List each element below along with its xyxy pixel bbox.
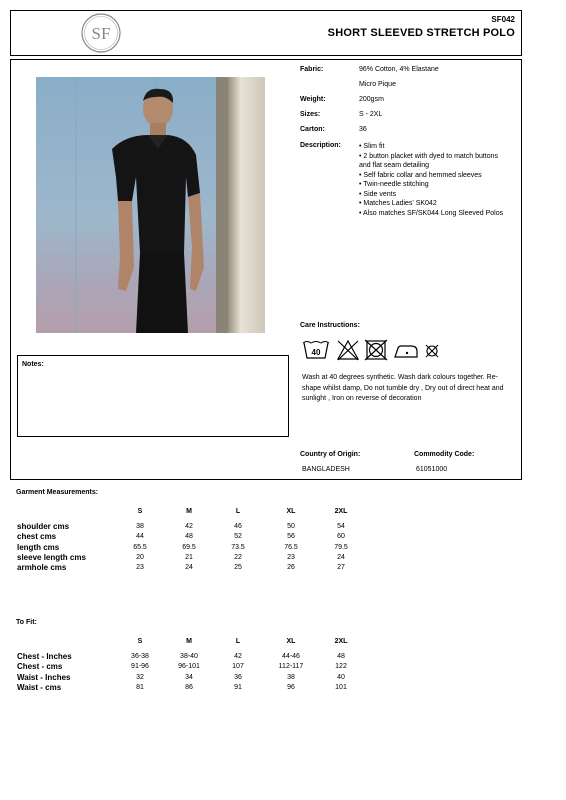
table-cell: 21 [185, 553, 193, 561]
table-cell: 42 [185, 523, 193, 530]
description-list [359, 142, 519, 218]
fabric-value: 96% Cotton, 4% Elastane [359, 66, 439, 73]
table-cell: 23 [287, 553, 295, 561]
row-label: length cms [17, 542, 60, 552]
sizes-label: Sizes: [300, 111, 321, 118]
tofit-title: To Fit: [16, 619, 37, 626]
table-cell: 44-46 [282, 653, 300, 660]
table-cell: 24 [185, 564, 193, 572]
size-header: S [137, 638, 143, 645]
fabric-label: Fabric: [300, 66, 324, 73]
garment-title: Garment Measurements: [16, 489, 99, 496]
table-cell: 38 [287, 673, 295, 681]
origin-value: BANGLADESH [302, 466, 350, 473]
fabric-value-2: Micro Pique [359, 81, 396, 88]
size-header: M [186, 508, 192, 515]
table-cell: 96-101 [178, 663, 200, 671]
product-code: SF042 [491, 15, 515, 24]
row-label: chest cms [17, 532, 57, 542]
description-label: Description: [300, 142, 341, 149]
table-cell: 25 [234, 564, 242, 572]
table-cell: 76.5 [284, 543, 298, 551]
table-cell: 38 [136, 523, 144, 530]
table-cell: 52 [234, 533, 242, 541]
commodity-label: Commodity Code: [414, 451, 475, 458]
size-header: 2XL [334, 638, 348, 645]
notes-box [17, 355, 289, 437]
iron-low-icon [393, 342, 419, 360]
row-label: sleeve length cms [17, 552, 86, 562]
care-text: Wash at 40 degrees synthetic. Wash dark colours together. Re-shape whilst damp, Do not tumble dry , Dry out of direct heat and sunlight , Iron on reverse of decoration [302, 374, 504, 402]
origin-label: Country of Origin: [300, 451, 361, 458]
size-header: XL [286, 638, 296, 645]
svg-text:40: 40 [311, 348, 321, 357]
table-cell: 122 [335, 663, 347, 671]
table-cell: 48 [185, 533, 193, 541]
table-cell: 107 [232, 663, 244, 671]
carton-label: Carton: [300, 126, 325, 133]
size-header: M [186, 638, 192, 645]
table-cell: 101 [335, 683, 347, 691]
table-cell: 81 [136, 683, 144, 691]
table-cell: 73.5 [231, 543, 245, 551]
table-cell: 69.5 [182, 543, 196, 551]
row-label: Chest - Inches [17, 652, 72, 661]
size-header: S [137, 508, 143, 515]
table-cell: 65.5 [133, 543, 147, 551]
table-cell: 91-96 [131, 663, 149, 671]
table-cell: 23 [136, 564, 144, 572]
description-item: • Also matches SF/SK044 Long Sleeved Polos [359, 209, 504, 217]
table-cell: 36 [234, 673, 242, 681]
commodity-value: 61051000 [416, 466, 448, 473]
description-item: • Twin-needle stitching [359, 181, 429, 188]
svg-text:SF: SF [91, 24, 111, 43]
table-cell: 40 [337, 673, 345, 681]
table-cell: 79.5 [334, 543, 348, 551]
table-cell: 44 [136, 533, 144, 541]
main-box [10, 59, 522, 480]
product-photo [36, 77, 265, 333]
table-cell: 32 [136, 673, 144, 681]
description-item: • Slim fit [359, 143, 385, 150]
table-cell: 22 [234, 553, 242, 561]
table-cell: 27 [337, 564, 345, 572]
carton-value: 36 [359, 126, 367, 133]
table-cell: 46 [234, 523, 242, 530]
row-label: armhole cms [17, 563, 67, 573]
table-cell: 38-40 [180, 653, 198, 660]
weight-label: Weight: [300, 96, 326, 103]
row-label: Chest - cms [17, 662, 63, 672]
no-bleach-icon [336, 339, 360, 361]
sizes-value: S - 2XL [359, 111, 383, 118]
notes-label: Notes: [22, 361, 44, 368]
table-cell: 48 [337, 653, 345, 660]
no-dry-clean-icon [425, 344, 439, 358]
row-label: shoulder cms [17, 522, 70, 531]
table-cell: 112-117 [278, 663, 304, 671]
table-cell: 50 [287, 523, 295, 530]
size-header: XL [286, 508, 296, 515]
table-cell: 26 [287, 564, 295, 572]
description-item: • 2 button placket with dyed to match buttons [359, 152, 499, 160]
size-header: 2XL [334, 508, 348, 515]
table-cell: 91 [234, 683, 242, 691]
header-box [10, 10, 522, 56]
table-cell: 60 [337, 533, 345, 541]
no-tumble-dry-icon [364, 339, 388, 361]
row-label: Waist - cms [17, 682, 62, 692]
table-cell: 96 [287, 683, 295, 691]
table-cell: 54 [337, 523, 345, 530]
weight-value: 200gsm [359, 96, 384, 103]
table-cell: 56 [287, 533, 295, 541]
wash-40-icon [302, 339, 330, 361]
table-cell: 42 [234, 653, 242, 660]
table-cell: 36-38 [131, 653, 149, 660]
description-item: • Self fabric collar and hemmed sleeves [359, 171, 482, 179]
table-cell: 24 [337, 553, 345, 561]
size-header: L [235, 508, 241, 515]
description-item: • Side vents [359, 190, 397, 198]
row-label: Waist - Inches [17, 672, 71, 682]
product-title: SHORT SLEEVED STRETCH POLO [327, 27, 515, 39]
sf-logo [81, 13, 121, 53]
table-cell: 20 [136, 553, 144, 561]
table-cell: 34 [185, 673, 193, 681]
description-item: and flat seam detailing [359, 162, 430, 169]
care-label: Care Instructions: [300, 322, 360, 329]
description-item: • Matches Ladies' SK042 [359, 200, 437, 207]
size-header: L [235, 638, 241, 645]
table-cell: 86 [185, 683, 193, 691]
